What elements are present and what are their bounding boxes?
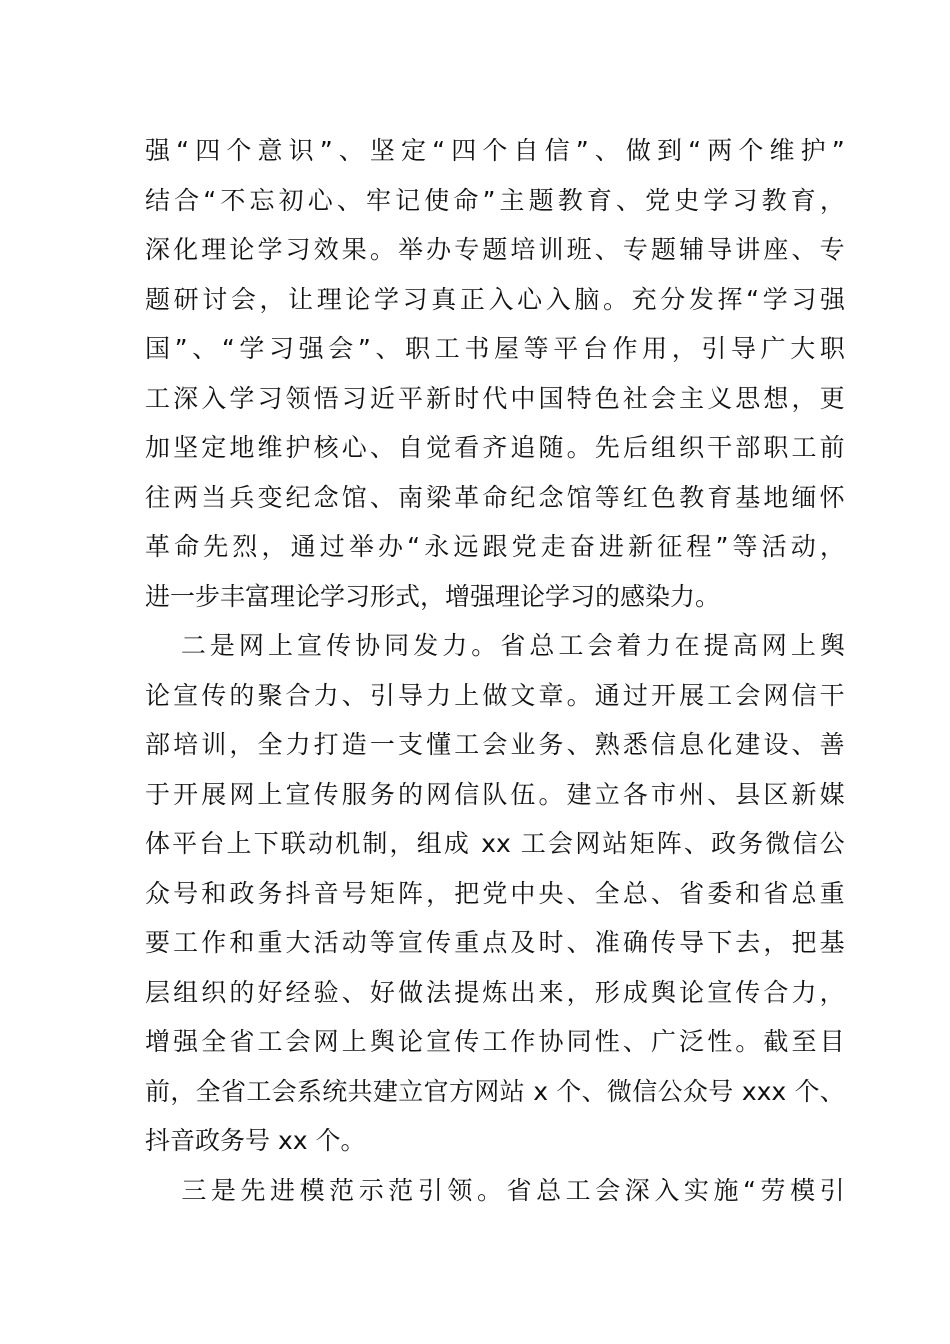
text-line: 层 组 织 的 好 经 验 、 好 做 法 提 炼 出 来 ， 形 成 舆 论 宣 传 合 力 ， (145, 977, 845, 1007)
document-body (145, 126, 845, 1215)
text-line: 于 开 展 网 上 宣 传 服 务 的 网 信 队 伍 。 建 立 各 市 州 、 县 区 新 媒 (145, 779, 845, 809)
text-line: 前 ， 全 省 工 会 系 统 共 建 立 官 方 网 站 x 个 、 微 信 公 众 号 xxx 个 、 (145, 1076, 845, 1106)
text-line: 三 是 先 进 模 范 示 范 引 领 。 省 总 工 会 深 入 实 施 “ 劳 模 引 (181, 1175, 845, 1205)
text-line: 论 宣 传 的 聚 合 力 、 引 导 力 上 做 文 章 。 通 过 开 展 工 会 网 信 干 (145, 680, 845, 710)
text-line: 进一步丰富理论学习形式，增强理论学习的感染力。 (145, 581, 721, 611)
text-line: 往 两 当 兵 变 纪 念 馆 、 南 梁 革 命 纪 念 馆 等 红 色 教 育 基 地 缅 怀 (145, 482, 845, 512)
text-line: 工 深 入 学 习 领 悟 习 近 平 新 时 代 中 国 特 色 社 会 主 义 思 想 ， 更 (145, 383, 845, 413)
text-line: 要 工 作 和 重 大 活 动 等 宣 传 重 点 及 时 、 准 确 传 导 下 去 ， 把 基 (145, 928, 845, 957)
text-line: 二 是 网 上 宣 传 协 同 发 力 。 省 总 工 会 着 力 在 提 高 网 上 舆 (180, 631, 845, 660)
text-line: 结 合 “ 不 忘 初 心 、 牢 记 使 命 ” 主 题 教 育 、 党 史 学 习 教 育 ， (145, 185, 845, 215)
text-line: 深 化 理 论 学 习 效 果 。 举 办 专 题 培 训 班 、 专 题 辅 导 讲 座 、 专 (145, 235, 845, 264)
text-line: 国 ” 、 “ 学 习 强 会 ” 、 职 工 书 屋 等 平 台 作 用 ， 引 导 广 大 职 (145, 334, 845, 363)
text-line: 革 命 先 烈 ， 通 过 举 办 “ 永 远 跟 党 走 奋 进 新 征 程 ” 等 活 动 ， (145, 532, 845, 561)
text-line: 题 研 讨 会 ， 让 理 论 学 习 真 正 入 心 入 脑 。 充 分 发 挥 “ 学 习 强 (145, 284, 845, 314)
text-line: 抖音政务号 xx 个。 (145, 1126, 366, 1155)
text-line: 体 平 台 上 下 联 动 机 制 ， 组 成 xx 工 会 网 站 矩 阵 、 政 务 微 信 公 (145, 829, 845, 858)
text-line: 强 “ 四 个 意 识 ” 、 坚 定 “ 四 个 自 信 ” 、 做 到 “ 两 个 维 护 ” (145, 136, 845, 165)
text-line: 加 坚 定 地 维 护 核 心 、 自 觉 看 齐 追 随 。 先 后 组 织 干 部 职 工 前 (145, 433, 845, 462)
text-line: 增 强 全 省 工 会 网 上 舆 论 宣 传 工 作 协 同 性 、 广 泛 性 。 截 至 目 (145, 1027, 845, 1056)
text-line: 众 号 和 政 务 抖 音 号 矩 阵 ， 把 党 中 央 、 全 总 、 省 委 和 省 总 重 (145, 878, 845, 908)
text-line: 部 培 训 ， 全 力 打 造 一 支 懂 工 会 业 务 、 熟 悉 信 息 化 建 设 、 善 (145, 730, 845, 759)
